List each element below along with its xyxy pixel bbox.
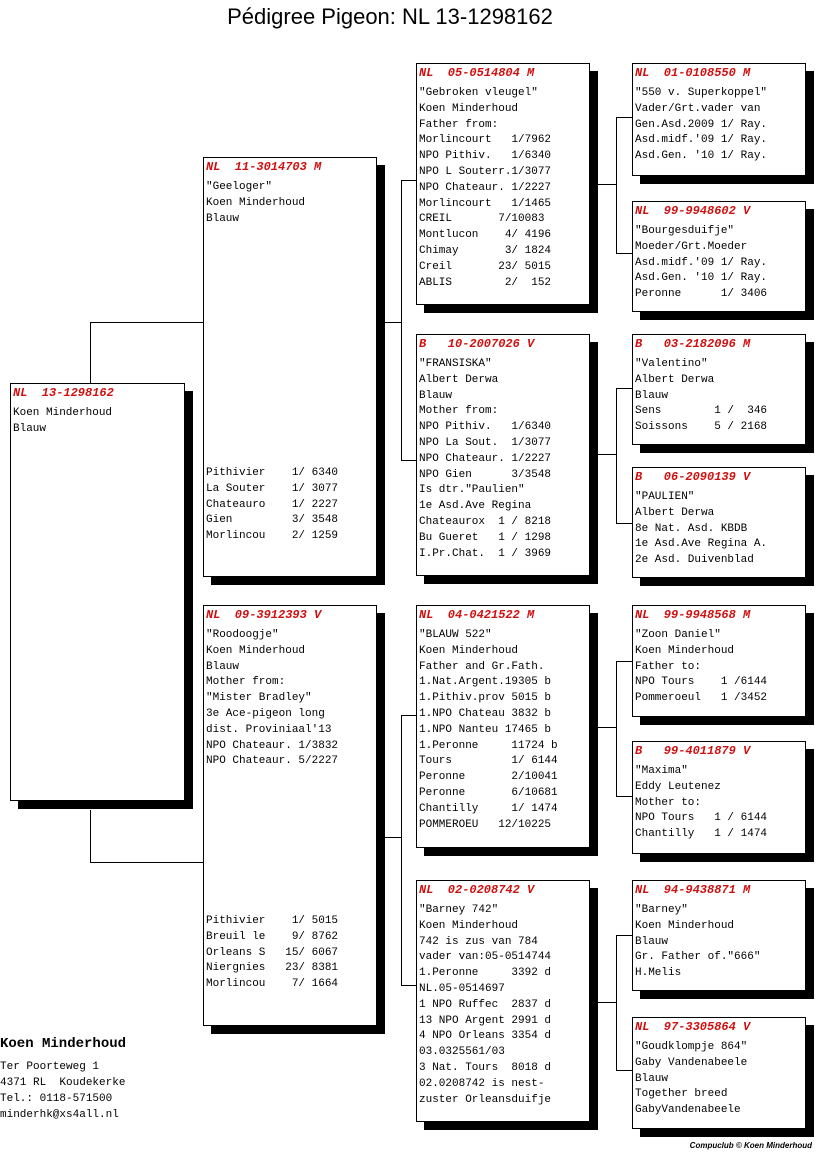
pigeon-info-line: Gen.Asd.2009 1/ Ray. [635, 118, 768, 131]
pigeon-info-line: Moeder/Grt.Moeder [635, 240, 748, 253]
pigeon-info-line: "Zoon Daniel" [635, 629, 721, 641]
pigeon-info-line: NPO Chateaur. 5/2227 [206, 755, 339, 768]
connector-line [616, 1070, 632, 1071]
pigeon-info-line: Blauw [206, 212, 240, 225]
pigeon-card-ggp-1 [632, 63, 806, 176]
pigeon-info-line: Peronne 2/10041 [419, 771, 558, 784]
pigeon-info-line: Together breed [635, 1088, 728, 1101]
pigeon-info-line: NPO Tours 1 / 6144 [635, 812, 768, 825]
pigeon-info-line: Blauw [13, 422, 47, 435]
ring-number: NL 01-0108550 M [635, 66, 751, 80]
pigeon-info-line: NPO Chateaur. 1/3832 [206, 739, 339, 752]
pigeon-info-line: Vader/Grt.vader van [635, 102, 761, 115]
pigeon-info-line: 1.Nat.Argent.19305 b [419, 676, 552, 689]
pigeon-info-line: dist. Proviniaal'13 [206, 723, 332, 736]
connector-line [598, 184, 616, 185]
owner-address-city: 4371 RL Koudekerke [0, 1077, 126, 1089]
pigeon-info-line: Peronne 6/10681 [419, 786, 558, 799]
race-results [204, 914, 340, 993]
ring-number: NL 04-0421522 M [419, 608, 535, 622]
connector-line [401, 180, 416, 181]
race-result-line: Breuil le 9/ 8762 [206, 930, 339, 943]
pigeon-info-line: 3e Ace-pigeon long [206, 707, 325, 720]
pigeon-info-line: "Bourgesduifje" [635, 225, 735, 237]
race-result-line: Pithivier 1/ 5015 [206, 915, 339, 927]
pigeon-info-line: Father and Gr.Fath. [419, 660, 545, 673]
pigeon-info-line: Koen Minderhoud [13, 407, 113, 419]
owner-name: Koen Minderhoud [0, 1036, 127, 1052]
pigeon-info-line: 8e Nat. Asd. KBDB [635, 522, 748, 535]
race-result-line: Morlincou 7/ 1664 [206, 978, 339, 991]
connector-line [616, 117, 632, 118]
footer-credit: Compuclub © Koen Minderhoud [689, 1141, 812, 1150]
connector-line [385, 322, 401, 323]
pigeon-card-ggp-6 [632, 741, 806, 854]
pigeon-info-line: 4 NPO Orleans 3354 d [419, 1030, 552, 1043]
pigeon-info-line: Koen Minderhoud [419, 919, 519, 932]
pigeon-info-line: Creil 23/ 5015 [419, 260, 552, 273]
page-title: Pédigree Pigeon: NL 13-1298162 [227, 4, 553, 29]
pigeon-info-line: 1.NPO Chateau 3832 b [419, 707, 552, 720]
pigeon-info-line: Koen Minderhoud [419, 102, 519, 115]
pigeon-info-line: zuster Orleansduifje [419, 1093, 552, 1106]
pigeon-info-line: 2e Asd. Duivenblad [635, 554, 754, 567]
connector-line [598, 727, 616, 728]
pigeon-info-line: POMMEROEU 12/10225 [419, 818, 552, 831]
pigeon-info-line: GabyVandenabeele [635, 1104, 741, 1117]
race-result-line: Pithivier 1/ 6340 [206, 467, 339, 479]
pigeon-info-line: 742 is zus van 784 [419, 935, 538, 948]
race-results [204, 466, 340, 545]
connector-line [616, 253, 632, 254]
pigeon-info-line: "Barney 742" [419, 904, 499, 916]
pigeon-card-paternal-grandfather [416, 63, 590, 305]
ring-number: NL 13-1298162 [13, 386, 114, 400]
pigeon-info-line: Morlincourt 1/1465 [419, 197, 552, 210]
ring-number: NL 11-3014703 M [206, 160, 322, 174]
race-result-line: La Souter 1/ 3077 [206, 482, 339, 495]
pigeon-info-line: Blauw [635, 1072, 669, 1085]
ring-number: NL 05-0514804 M [419, 66, 535, 80]
owner-block [0, 1035, 126, 1123]
pigeon-info-line: Is dtr."Paulien" [419, 484, 525, 497]
race-result-line: Chateauro 1/ 2227 [206, 498, 339, 511]
connector-line [90, 322, 91, 384]
pigeon-info-line: NL.05-0514697 [419, 982, 505, 995]
ring-number: NL 09-3912393 V [206, 608, 322, 622]
pigeon-info-line: NPO L Souterr.1/3077 [419, 165, 552, 178]
pigeon-info-line: Blauw [635, 389, 669, 402]
pigeon-info-line: Blauw [419, 389, 453, 402]
connector-line [90, 810, 91, 862]
pigeon-info-line: Blauw [206, 660, 240, 673]
pigeon-card-ggp-4 [632, 467, 806, 578]
pigeon-info-line: 1.NPO Nanteu 17465 b [419, 723, 552, 736]
pigeon-info-line: Mother from: [206, 676, 286, 689]
pigeon-info-line: Morlincourt 1/7962 [419, 134, 552, 147]
pigeon-info-line: "Gebroken vleugel" [419, 87, 538, 99]
connector-line [616, 388, 632, 389]
owner-address-street: Ter Poorteweg 1 [0, 1061, 100, 1073]
pigeon-info-line: NPO La Sout. 1/3077 [419, 436, 552, 449]
pigeon-info-line: Peronne 1/ 3406 [635, 288, 768, 301]
owner-phone: Tel.: 0118-571500 [0, 1093, 113, 1105]
pigeon-card-ggp-8 [632, 1017, 806, 1129]
connector-line [598, 454, 616, 455]
pigeon-info-line: Montlucon 4/ 4196 [419, 229, 552, 242]
pigeon-info-line: NPO Pithiv. 1/6340 [419, 421, 552, 434]
connector-line [616, 796, 632, 797]
ring-number: B 06-2090139 V [635, 470, 751, 484]
connector-line [616, 935, 617, 1070]
pigeon-card-maternal-grandfather [416, 605, 590, 848]
pigeon-info-line: 1.Peronne 11724 b [419, 739, 558, 752]
pigeon-info-line: NPO Pithiv. 1/6340 [419, 150, 552, 163]
pigeon-info-line: Chantilly 1 / 1474 [635, 828, 768, 841]
pigeon-info-line: "Roodoogje" [206, 629, 279, 641]
pigeon-info-line: Asd.midf.'09 1/ Ray. [635, 256, 768, 269]
ring-number: B 99-4011879 V [635, 744, 751, 758]
pigeon-info-line: Chateaurox 1 / 8218 [419, 515, 552, 528]
pigeon-info-line: NPO Chateaur. 1/2227 [419, 181, 552, 194]
race-result-line: Orleans S 15/ 6067 [206, 946, 339, 959]
pigeon-info-line: 02.0208742 is nest- [419, 1077, 545, 1090]
pigeon-card-ggp-3 [632, 334, 806, 445]
pigeon-info-line: 1e Asd.Ave Regina [419, 500, 532, 513]
pigeon-info-line: Chantilly 1/ 1474 [419, 802, 558, 815]
pigeon-card-ggp-7 [632, 880, 806, 991]
ring-number: B 03-2182096 M [635, 337, 751, 351]
pigeon-info-line: Mother to: [635, 796, 702, 809]
pigeon-info-line: 1.Pithiv.prov 5015 b [419, 692, 552, 705]
ring-number: NL 94-9438871 M [635, 883, 751, 897]
connector-line [385, 837, 401, 838]
pigeon-info-line: Pommeroeul 1 /3452 [635, 692, 768, 705]
connector-line [616, 117, 617, 253]
ring-number: NL 02-0208742 V [419, 883, 535, 897]
race-result-line: Morlincou 2/ 1259 [206, 530, 339, 543]
ring-number: NL 99-9948568 M [635, 608, 751, 622]
pigeon-info-line: NPO Gien 3/3548 [419, 468, 552, 481]
pigeon-info-line: vader van:05-0514744 [419, 951, 552, 964]
pigeon-info-line: NPO Tours 1 /6144 [635, 676, 768, 689]
connector-line [401, 715, 402, 985]
ring-number: B 10-2007026 V [419, 337, 535, 351]
pigeon-info-line: 1.Peronne 3392 d [419, 967, 552, 980]
pigeon-info-line: 1 NPO Ruffec 2837 d [419, 998, 552, 1011]
connector-line [616, 661, 617, 796]
pigeon-info-line: Asd.Gen. '10 1/ Ray. [635, 272, 768, 285]
pigeon-info-line: "Barney" [635, 904, 688, 916]
pigeon-card-maternal-grandmother [416, 880, 590, 1122]
pigeon-info-line: Sens 1 / 346 [635, 405, 768, 418]
race-result-line: Niergnies 23/ 8381 [206, 962, 339, 975]
pigeon-info-line: "Valentino" [635, 358, 708, 370]
pigeon-info-line: NPO Chateaur. 1/2227 [419, 452, 552, 465]
pigeon-info-line: Asd.Gen. '10 1/ Ray. [635, 150, 768, 163]
pigeon-info-line: Blauw [635, 935, 669, 948]
pigeon-info-line: Mother from: [419, 405, 499, 418]
pigeon-card-ggp-2 [632, 201, 806, 312]
connector-line [401, 715, 416, 716]
pigeon-info-line: "FRANSISKA" [419, 358, 492, 370]
pigeon-info-line: "Goudklompje 864" [635, 1041, 748, 1053]
ring-number: NL 99-9948602 V [635, 204, 751, 218]
pigeon-info-line: CREIL 7/10083 [419, 213, 545, 226]
connector-line [616, 388, 617, 523]
pigeon-card-paternal-grandmother [416, 334, 590, 576]
pigeon-info-line: Chimay 3/ 1824 [419, 244, 552, 257]
pigeon-info-line: Father from: [419, 118, 499, 131]
pigeon-info-line: I.Pr.Chat. 1 / 3969 [419, 547, 552, 560]
pigeon-info-line: Soissons 5 / 2168 [635, 421, 768, 434]
pigeon-info-line: Bu Gueret 1 / 1298 [419, 531, 552, 544]
pigeon-card-ggp-5 [632, 605, 806, 717]
pigeon-info-line: Koen Minderhoud [206, 196, 306, 209]
pigeon-card-subject [10, 383, 185, 801]
pigeon-info-line: Tours 1/ 6144 [419, 755, 558, 768]
pigeon-info-line: ABLIS 2/ 152 [419, 276, 552, 289]
pigeon-info-line: "550 v. Superkoppel" [635, 87, 768, 99]
pigeon-info-line: Albert Derwa [419, 373, 499, 386]
pigeon-info-line: 3 Nat. Tours 8018 d [419, 1061, 552, 1074]
pigeon-info-line: Gaby Vandenabeele [635, 1056, 748, 1069]
pigeon-card-father [203, 157, 377, 577]
connector-line [616, 661, 632, 662]
pigeon-info-line: 13 NPO Argent 2991 d [419, 1014, 552, 1027]
pigeon-info-line: Koen Minderhoud [206, 644, 306, 657]
pigeon-info-line: 1e Asd.Ave Regina A. [635, 538, 768, 551]
owner-email: minderhk@xs4all.nl [0, 1109, 119, 1121]
ring-number: NL 97-3305864 V [635, 1020, 751, 1034]
connector-line [401, 180, 402, 460]
pigeon-info-line: "Geeloger" [206, 181, 273, 193]
pigeon-info-line: Asd.midf.'09 1/ Ray. [635, 134, 768, 147]
connector-line [401, 985, 416, 986]
pigeon-info-line: "PAULIEN" [635, 491, 695, 503]
pigeon-info-line: "Mister Bradley" [206, 692, 312, 705]
connector-line [616, 523, 632, 524]
connector-line [90, 862, 203, 863]
pigeon-info-line: Gr. Father of."666" [635, 951, 761, 964]
pigeon-info-line: Father to: [635, 660, 702, 673]
connector-line [616, 935, 632, 936]
connector-line [90, 322, 203, 323]
connector-line [598, 1002, 616, 1003]
race-result-line: Gien 3/ 3548 [206, 514, 339, 527]
pigeon-info-line: 03.0325561/03 [419, 1046, 505, 1059]
pigeon-card-mother [203, 605, 377, 1026]
pigeon-info-line: Koen Minderhoud [419, 644, 519, 657]
pigeon-info-line: Albert Derwa [635, 373, 715, 386]
pigeon-info-line: Koen Minderhoud [635, 644, 735, 657]
pigeon-info-line: "Maxima" [635, 765, 688, 777]
connector-line [401, 460, 416, 461]
pigeon-info-line: H.Melis [635, 967, 682, 980]
pigeon-info-line: Eddy Leutenez [635, 780, 721, 793]
pigeon-info-line: Koen Minderhoud [635, 919, 735, 932]
pigeon-info-line: "BLAUW 522" [419, 629, 492, 641]
pigeon-info-line: Albert Derwa [635, 506, 715, 519]
